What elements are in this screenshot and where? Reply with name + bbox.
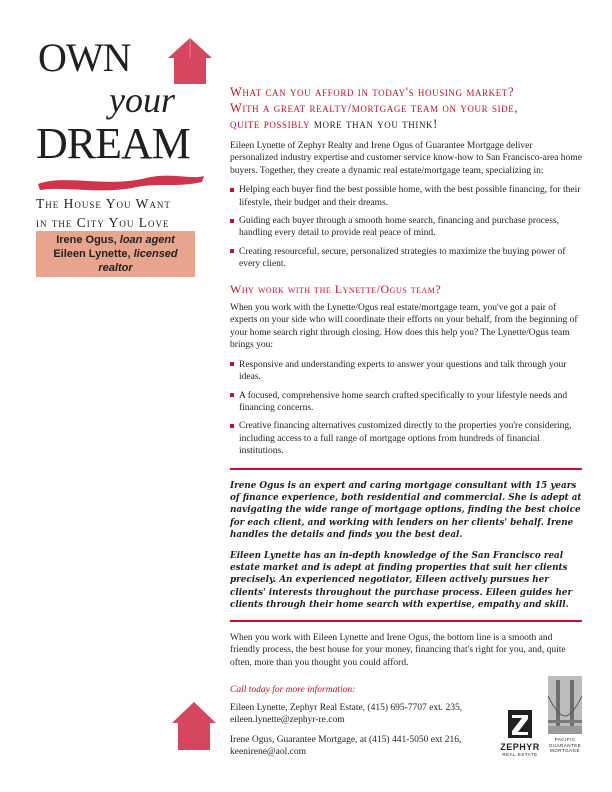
specialty-item: Helping each buyer find the best possible home, with the best possible financing, for their lifestyle, their budget and their dreams. bbox=[230, 184, 582, 209]
logo-dream: DREAM bbox=[36, 119, 190, 168]
pacific-line1: PACIFIC bbox=[554, 737, 576, 742]
headline bbox=[230, 84, 590, 132]
logo-own: OWN bbox=[38, 35, 131, 80]
zephyr-subtitle: REAL ESTATE bbox=[502, 752, 538, 757]
brush-stroke-decoration bbox=[36, 168, 206, 194]
contact-irene-email[interactable]: keenirene@aol.com bbox=[230, 747, 307, 757]
bios-section bbox=[230, 480, 582, 620]
tagline-line1: The House You Want bbox=[36, 196, 171, 211]
bio-eileen: Eileen Lynette has an in-depth knowledge of the San Francisco real estate market and is adept at finding properties that suit her clients precisely. An experienced negotiator, Eileen actively pursues her clients' interests throughout the purchase process. Eileen guides her clients through their home search with expertise, empathy and skill. bbox=[230, 551, 573, 610]
why-heading: Why work with the Lynette/Ogus team? bbox=[230, 281, 442, 296]
main-content bbox=[230, 140, 582, 464]
tagline-line2: in the City You Love bbox=[36, 215, 170, 230]
contact-eileen bbox=[230, 702, 500, 726]
bridge-photo-icon bbox=[548, 676, 582, 734]
contact-eileen-email[interactable]: eileen.lynette@zephyr-re.com bbox=[230, 715, 345, 725]
headline-line2: With a great realty/mortgage team on your side, bbox=[230, 101, 519, 115]
pacific-line2: GUARANTEE bbox=[548, 742, 582, 748]
intro-paragraph: Eileen Lynette of Zephyr Realty and Irene Ogus of Guarantee Mortgage deliver personalized industry expertise and customer service know-how to San Francisco-area home buyers. Together, they create a dynamic real estate/mortgage team, specializing in: bbox=[230, 141, 582, 176]
why-paragraph: When you work with the Lynette/Ogus real estate/mortgage team, you've got a pair of experts on your side who will coordinate their efforts on your behalf, from the beginning of your home search right through closing. How does this help you? The Lynette/Ogus team brings you: bbox=[230, 303, 578, 351]
pacific-guarantee-logo bbox=[548, 676, 582, 762]
benefit-item: Responsive and understanding experts to answer your questions and talk through your ideas. bbox=[230, 359, 582, 384]
agent2-name: Eileen Lynette, bbox=[53, 248, 131, 260]
specialty-item: Guiding each buyer through a smooth home search, financing and purchase process, handling every detail to provide real peace of mind. bbox=[230, 215, 582, 240]
contact-irene bbox=[230, 734, 500, 758]
house-icon bbox=[168, 38, 212, 84]
contact-irene-line1: Irene Ogus, Guarantee Mortgage, at (415) 441-5050 ext 216, bbox=[230, 735, 462, 745]
zephyr-name: ZEPHYR bbox=[500, 742, 540, 752]
divider-bottom bbox=[230, 620, 582, 622]
headline-line3-red: quite possibly bbox=[230, 117, 311, 131]
benefit-item: Creative financing alternatives customized directly to the properties you're considering, including access to a full range of mortgage options from hundreds of financial institutions. bbox=[230, 420, 582, 457]
contact-eileen-line1: Eileen Lynette, Zephyr Real Estate, (415) 695-7707 ext. 235, bbox=[230, 703, 463, 713]
headline-line1: What can you afford in today's housing market? bbox=[230, 85, 515, 99]
divider-top bbox=[230, 468, 582, 470]
pacific-line3: MORTGAGE bbox=[550, 748, 580, 753]
logo-your: your bbox=[109, 80, 175, 120]
call-today-label: Call today for more information: bbox=[230, 685, 356, 695]
pacific-text-block bbox=[548, 737, 582, 754]
zephyr-logo bbox=[496, 708, 544, 760]
headline-line3-black: more than you think! bbox=[313, 117, 438, 131]
closing-paragraph: When you work with Eileen Lynette and Irene Ogus, the bottom line is a smooth and friendly process, the best house for your money, financing that's right for you, and, quite often, more than you thought you could afford. bbox=[230, 633, 566, 668]
agent1-name: Irene Ogus, bbox=[56, 234, 117, 246]
agent1-role: loan agent bbox=[119, 234, 175, 246]
agent2-role: licensed realtor bbox=[98, 248, 178, 274]
zephyr-z-icon bbox=[496, 708, 544, 742]
house-icon-small bbox=[172, 702, 216, 750]
benefit-item: A focused, comprehensive home search crafted specifically to your lifestyle needs and financing concerns. bbox=[230, 390, 582, 415]
tagline bbox=[36, 194, 216, 232]
agent-names-box bbox=[36, 231, 195, 277]
bio-irene: Irene Ogus is an expert and caring mortgage consultant with 15 years of finance experience, both residential and commercial. She is adept at navigating the wide range of mortgage options, finding the best choice for each client, and working with lenders on her clients' behalf. Irene handles the details and finds you the best deal. bbox=[230, 481, 582, 540]
logo bbox=[34, 30, 214, 195]
specialty-item: Creating resourceful, secure, personalized strategies to maximize the buying power of every client. bbox=[230, 246, 582, 271]
